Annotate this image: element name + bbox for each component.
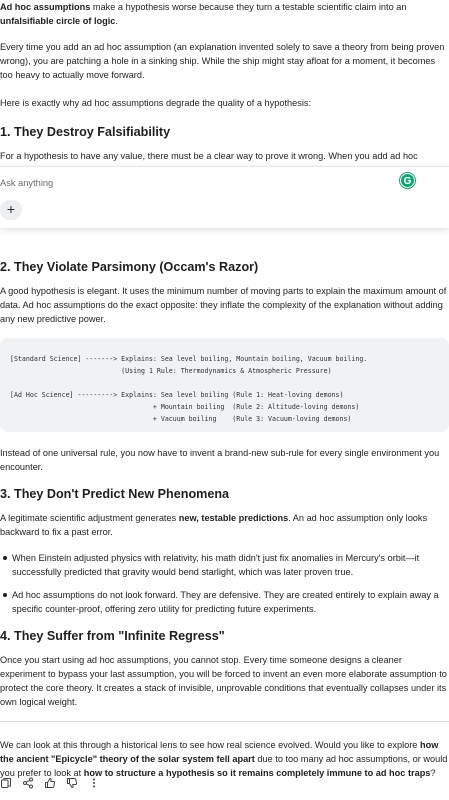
- section-3-text-a: A legitimate scientific adjustment generates: [0, 513, 179, 523]
- section-3-text-bold: new, testable predictions: [178, 513, 289, 523]
- closing-paragraph: [0, 738, 449, 780]
- section-4-heading: 4. They Suffer from "Infinite Regress": [0, 629, 225, 643]
- prompt-input[interactable]: Ask anything: [0, 178, 54, 188]
- intro-paragraph-1: [0, 0, 449, 28]
- intro-text-1: make a hypothesis worse because they turn a testable scientific claim into an: [90, 2, 407, 12]
- list-item: Ad hoc assumptions do not look forward. They are defensive. They are created entirely to explain away a specific counter-proof, offering zero utility for predicting future experiments.: [0, 588, 449, 616]
- intro-bold-2: unfalsifiable circle of logic: [0, 16, 116, 26]
- section-3-bullets: [0, 551, 449, 616]
- thumbs-down-icon[interactable]: [66, 776, 78, 788]
- share-icon[interactable]: [22, 776, 34, 788]
- section-3-text-b: . An ad hoc assumption only looks backward to fix a past error.: [0, 513, 428, 537]
- section-4-text: Once you start using ad hoc assumptions, you cannot stop. Every time someone designs a cleaner experiment to bypass your last assumption, you will be forced to invent an even more elaborate assumption to protect the core theory. It creates a stack of invisible, unprovable conditions that eventually collapses under its own logical weight.: [0, 655, 447, 707]
- response-actions: [0, 776, 100, 788]
- intro-paragraph-3: Here is exactly why ad hoc assumptions degrade the quality of a hypothesis:: [0, 98, 312, 108]
- copy-icon[interactable]: [0, 776, 12, 788]
- response-content-lower: [0, 259, 449, 792]
- section-3-heading: 3. They Don't Predict New Phenomena: [0, 487, 230, 501]
- section-2-after: Instead of one universal rule, you now have to invent a brand-new sub-rule for every single environment you encounter.: [0, 448, 440, 472]
- intro-paragraph-2: Every time you add an ad hoc assumption (an explanation invented solely to save a theory from being proven wrong), you are patching a hole in a sinking ship. While the ship might stay afloat for a moment, it becomes too heavy to actually move forward.: [0, 42, 445, 80]
- intro-end-1: .: [115, 16, 118, 26]
- response-content: [0, 0, 449, 177]
- section-1-text-a: For a hypothesis to have any value, there must be a clear way to prove it wrong. When you add ad hoc: [0, 151, 418, 161]
- section-3-text: [0, 511, 449, 539]
- grammarly-icon[interactable]: G: [400, 173, 415, 188]
- intro-bold-1: Ad hoc assumptions: [0, 2, 91, 12]
- code-block: [Standard Science] -------> Explains: Sea level boiling, Mountain boiling, Vacuum boiling. (Using 1 Rule: Thermodynamics & Atmospheric Pressure) [Ad Hoc Science] ---------> Explains: Sea level boiling (Rule 1: Heat-loving demons) + Mountain boiling (Rule 2: Altitude-loving demons) + Vacuum boiling (Rule 3: Vacuum-loving demons): [0, 338, 449, 432]
- add-attachment-button[interactable]: +: [0, 200, 22, 220]
- more-icon[interactable]: [88, 776, 100, 788]
- list-item: When Einstein adjusted physics with relativity, his math didn't just fix anomalies in Mercury's orbit—it successfully predicted that gravity would bend starlight, which was later proven true.: [0, 551, 449, 579]
- section-2-heading: 2. They Violate Parsimony (Occam's Razor): [0, 260, 259, 274]
- closing-text-c: ?: [430, 768, 436, 778]
- thumbs-up-icon[interactable]: [44, 776, 56, 788]
- prompt-bar[interactable]: [0, 166, 449, 228]
- closing-text-a: We can look at this through a historical lens to see how real science evolved. Would you like to explore: [0, 740, 420, 750]
- section-2-text: A good hypothesis is elegant. It uses the minimum number of moving parts to explain the maximum amount of data. Ad hoc assumptions do the exact opposite: they inflate the complexity of the explanation without adding any new predictive power.: [0, 286, 447, 324]
- section-1-heading: 1. They Destroy Falsifiability: [0, 125, 171, 139]
- divider: [0, 721, 449, 722]
- closing-bold-b: how to structure a hypothesis so it remains completely immune to ad hoc traps: [83, 768, 431, 778]
- closing-text-b: due to too many ad hoc assumptions, or would you prefer to look at: [0, 754, 448, 778]
- closing-bold-a: how the ancient "Epicycle" theory of the solar system fell apart: [0, 740, 439, 764]
